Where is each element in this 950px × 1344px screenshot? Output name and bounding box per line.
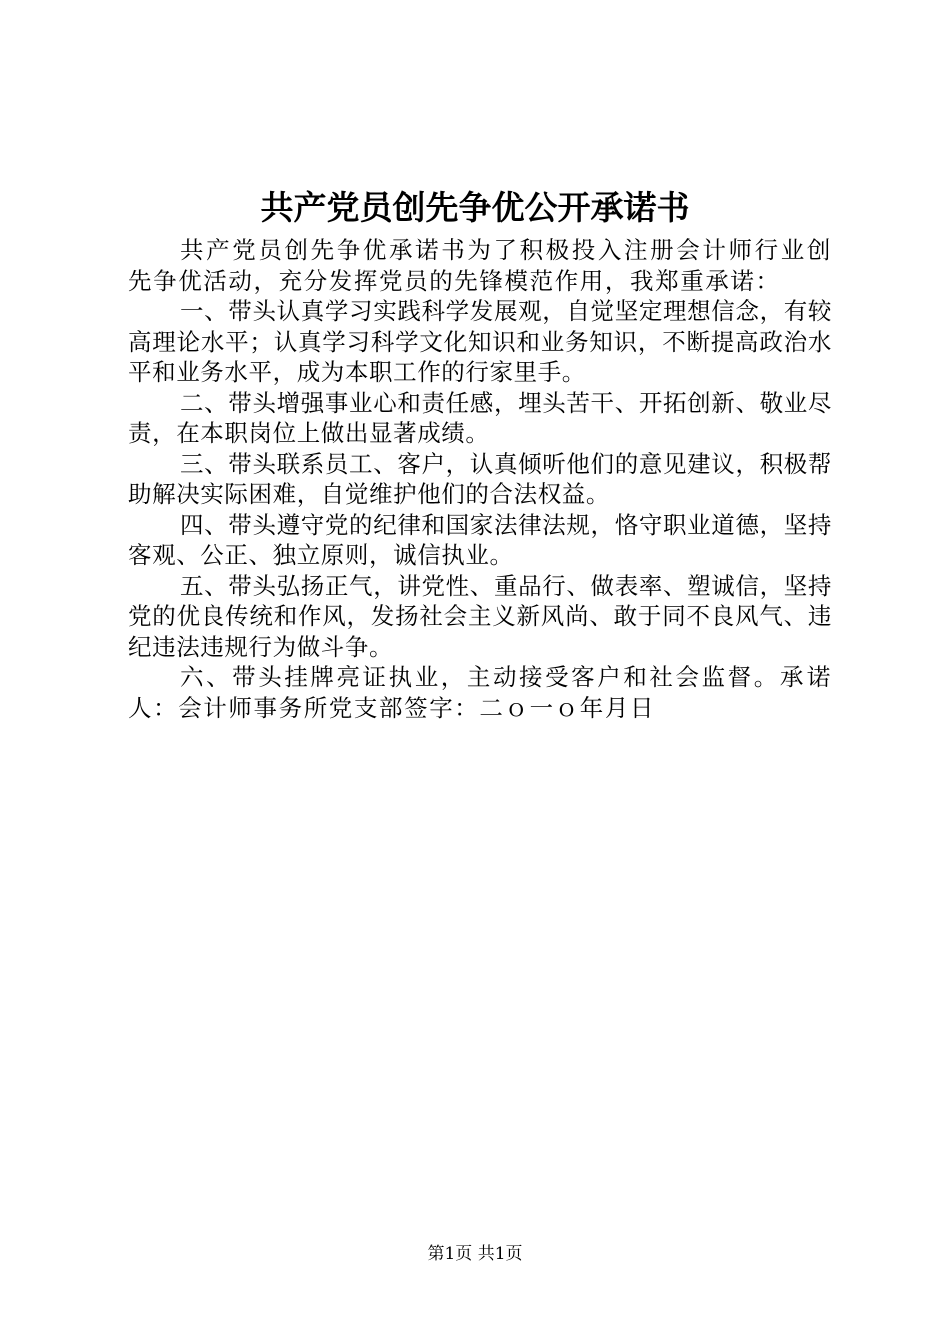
intro-paragraph: 共产党员创先争优承诺书为了积极投入注册会计师行业创先争优活动，充分发挥党员的先锋模范作用，我郑重承诺： <box>128 236 832 295</box>
pledge-item-2: 二、带头增强事业心和责任感，埋头苦干、开拓创新、敬业尽责，在本职岗位上做出显著成绩。 <box>128 388 832 447</box>
pledge-item-1: 一、带头认真学习实践科学发展观，自觉坚定理想信念，有较高理论水平；认真学习科学文化知识和业务知识，不断提高政治水平和业务水平，成为本职工作的行家里手。 <box>128 297 832 386</box>
pledge-item-5: 五、带头弘扬正气，讲党性、重品行、做表率、塑诚信，坚持党的优良传统和作风，发扬社会主义新风尚、敢于同不良风气、违纪违法违规行为做斗争。 <box>128 571 832 661</box>
closing-signature-line: 承诺人：会计师事务所党支部签字：二ｏ一ｏ年月日 <box>128 663 832 722</box>
pledge-item-3: 三、带头联系员工、客户，认真倾听他们的意见建议，积极帮助解决实际困难，自觉维护他们的合法权益。 <box>128 449 832 508</box>
document-body <box>128 235 832 723</box>
page-footer: 第1页 共1页 <box>427 1244 523 1264</box>
pledge-item-6: 六、带头挂牌亮证执业，主动接受客户和社会监督。 <box>180 663 780 691</box>
document-title: 共产党员创先争优公开承诺书 <box>260 188 690 227</box>
pledge-item-6-with-closing <box>128 662 832 723</box>
pledge-item-4: 四、带头遵守党的纪律和国家法律法规，恪守职业道德，坚持客观、公正、独立原则，诚信执业。 <box>128 510 832 569</box>
